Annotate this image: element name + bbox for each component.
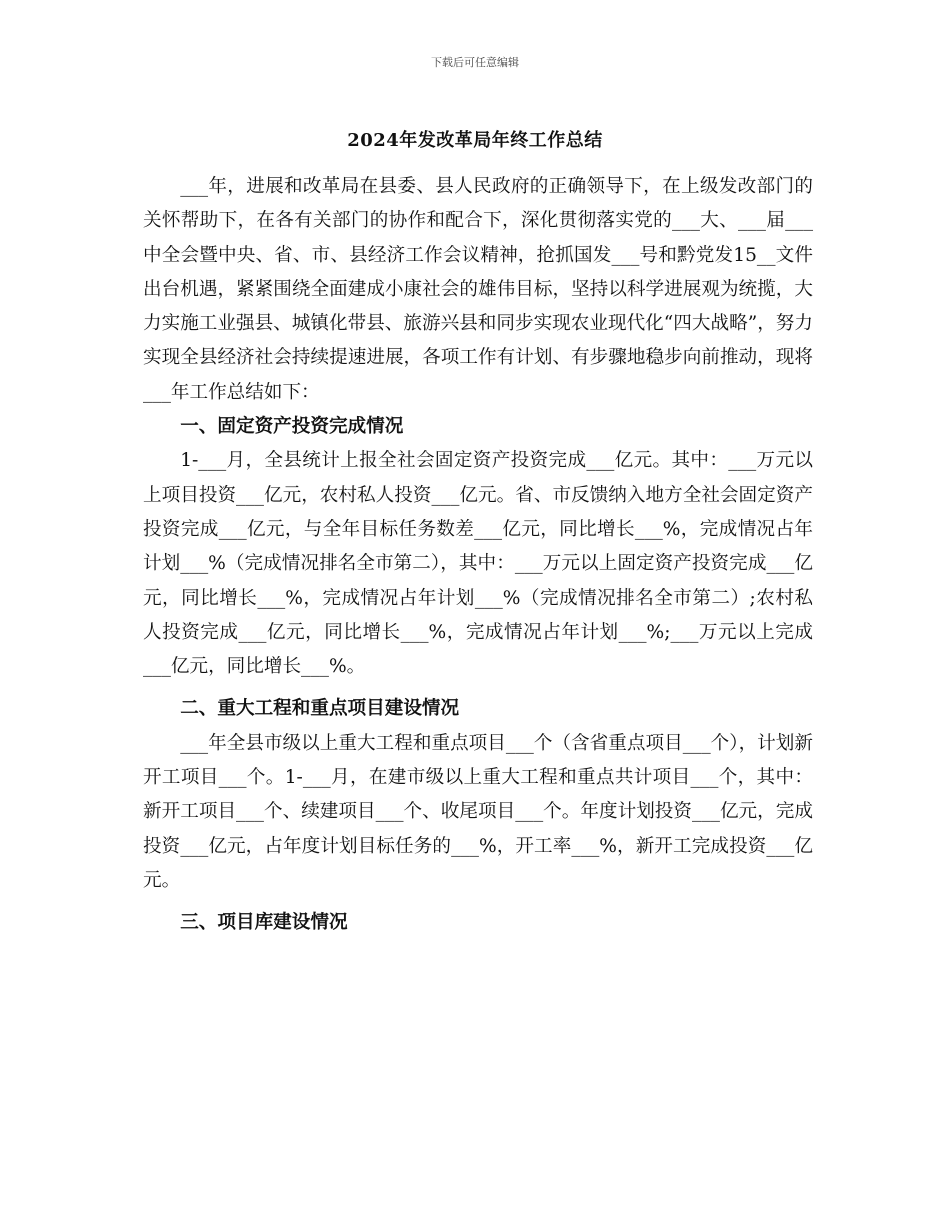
section-heading-3: 三、项目库建设情况: [180, 912, 348, 934]
page-title: 2024年发改革局年终工作总结: [347, 130, 603, 151]
section-paragraph-2: ___年全县市级以上重大工程和重点项目___个（含省重点项目___个），计划新开工项目___个。1-___月，在建市级以上重大工程和重点共计项目___个，其中：新开工项目___个、续建项目___个、收尾项目___个。年度计划投资___亿元，完成投资___亿元，占年度计划目标任务的___%，开工率___%，新开工完成投资___亿元。: [143, 732, 813, 891]
intro-paragraph: ___年，进展和改革局在县委、县人民政府的正确领导下，在上级发改部门的关怀帮助下，在各有关部门的协作和配合下，深化贯彻落实党的___大、___届___中全会暨中央、省、市、县经济工作会议精神，抢抓国发___号和黔党发15__文件出台机遇，紧紧围绕全面建成小康社会的雄伟目标，坚持以科学进展观为统揽，大力实施工业强县、城镇化带县、旅游兴县和同步实现农业现代化“四大战略”，努力实现全县经济社会持续提速进展，各项工作有计划、有步骤地稳步向前推动，现将___年工作总结如下：: [143, 176, 813, 403]
page-header-note: 下载后可任意编辑: [431, 56, 519, 69]
section-paragraph-1: 1-___月，全县统计上报全社会固定资产投资完成___亿元。其中：___万元以上项目投资___亿元，农村私人投资___亿元。省、市反馈纳入地方全社会固定资产投资完成___亿元，与全年目标任务数差___亿元，同比增长___%，完成情况占年计划___%（完成情况排名全市第二），其中：___万元以上固定资产投资完成___亿元，同比增长___%，完成情况占年计划___%（完成情况排名全市第二）;农村私人投资完成___亿元，同比增长___%，完成情况占年计划___%;___万元以上完成___亿元，同比增长___%。: [143, 450, 813, 678]
section-heading-1: 一、固定资产投资完成情况: [180, 416, 404, 438]
section-heading-2: 二、重大工程和重点项目建设情况: [180, 698, 460, 720]
document-body: [143, 170, 813, 941]
